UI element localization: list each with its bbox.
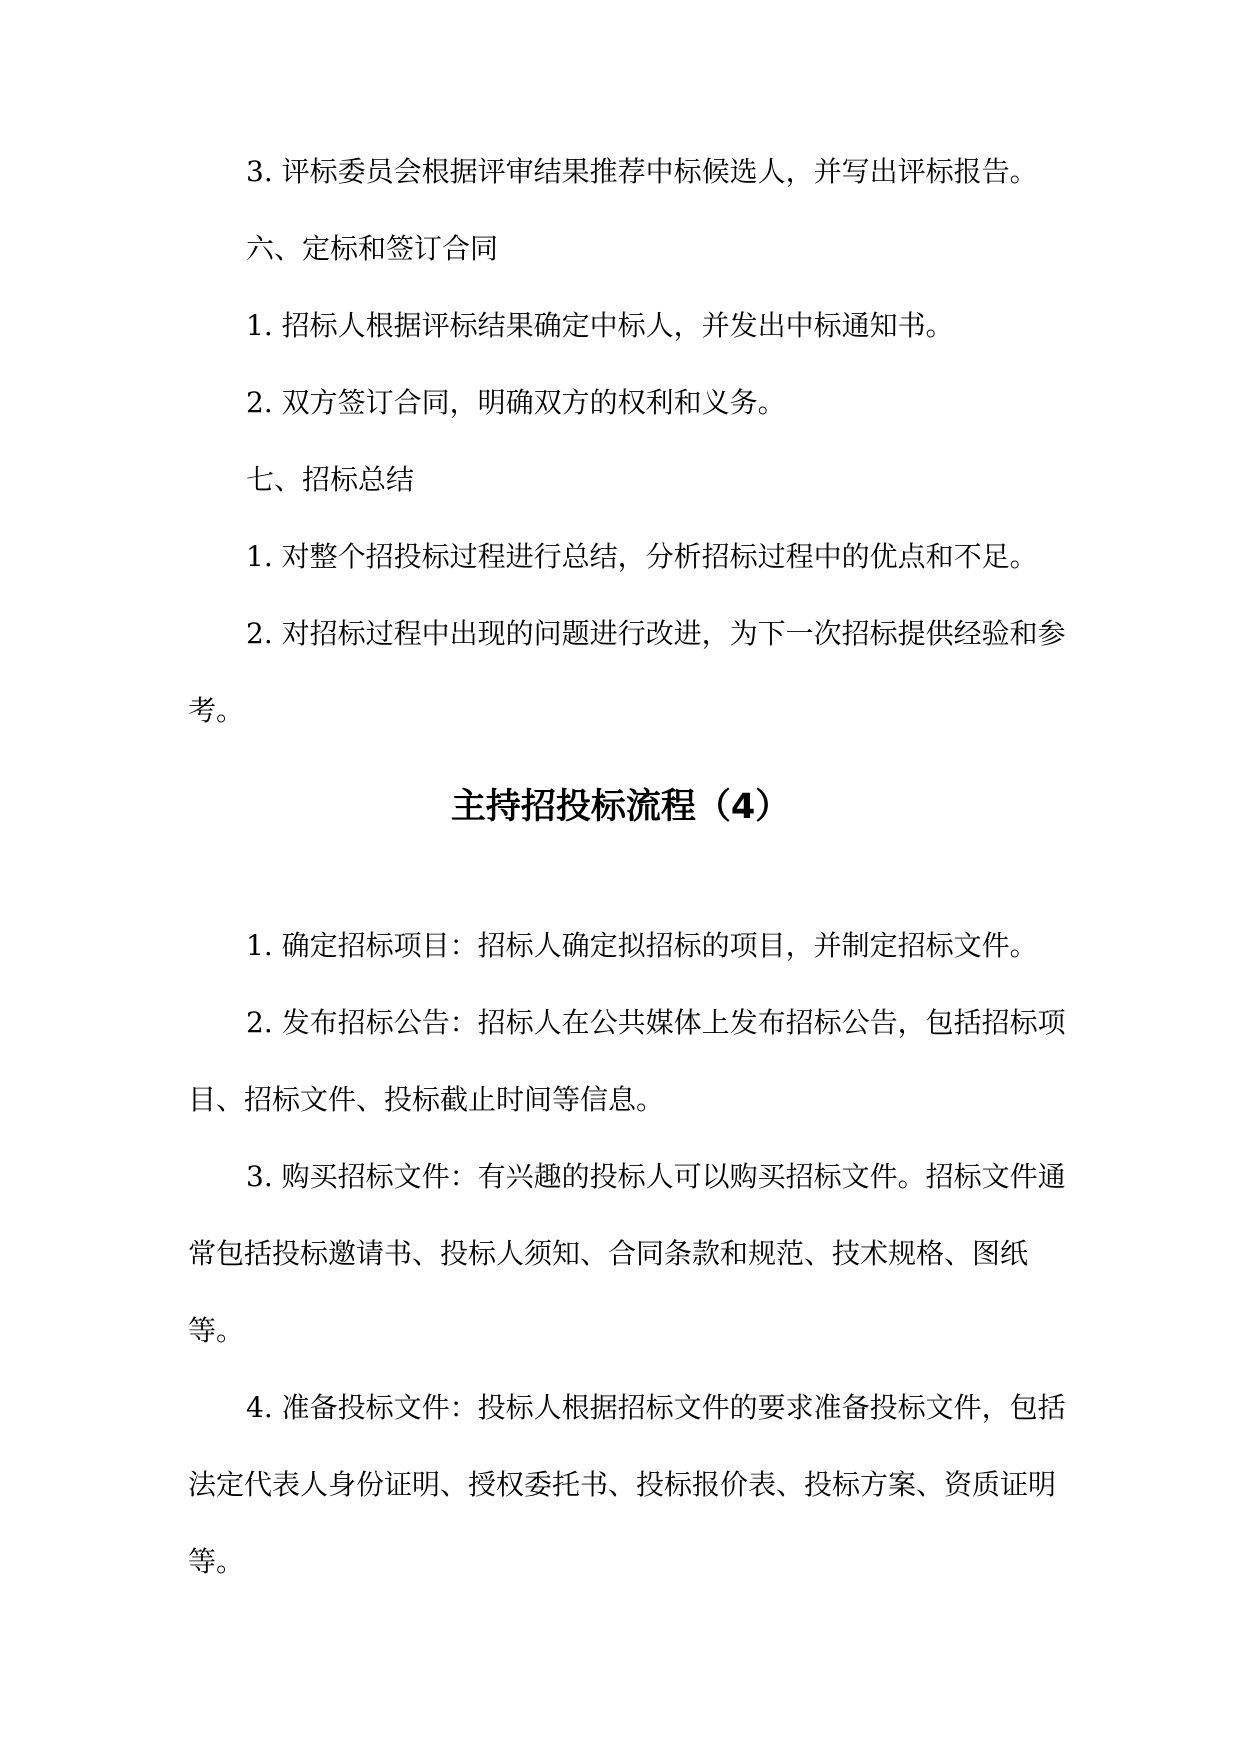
step-prepare-bid: 4. 准备投标文件：投标人根据招标文件的要求准备投标文件，包括法定代表人身份证明、授权委托书、投标报价表、投标方案、资质证明等。 <box>188 1391 1066 1578</box>
paragraph-determine-winner: 1. 招标人根据评标结果确定中标人，并发出中标通知书。 <box>246 309 954 342</box>
paragraph-sign-contract: 2. 双方签订合同，明确双方的权利和义务。 <box>246 386 786 419</box>
paragraph-improve-process: 2. 对招标过程中出现的问题进行改进，为下一次招标提供经验和参考。 <box>188 617 1066 727</box>
heading-award-and-contract: 六、定标和签订合同 <box>246 232 499 265</box>
step-determine-project: 1. 确定招标项目：招标人确定拟招标的项目，并制定招标文件。 <box>246 929 1038 962</box>
section-title: 主持招投标流程（4） <box>450 787 791 827</box>
heading-tender-summary: 七、招标总结 <box>246 463 415 496</box>
paragraph-evaluation-report: 3. 评标委员会根据评审结果推荐中标候选人，并写出评标报告。 <box>246 155 1038 188</box>
step-publish-notice: 2. 发布招标公告：招标人在公共媒体上发布招标公告，包括招标项目、招标文件、投标截止时间等信息。 <box>188 1006 1066 1116</box>
paragraph-summarize-process: 1. 对整个招投标过程进行总结，分析招标过程中的优点和不足。 <box>246 540 1038 573</box>
step-purchase-documents: 3. 购买招标文件：有兴趣的投标人可以购买招标文件。招标文件通常包括投标邀请书、投标人须知、合同条款和规范、技术规格、图纸等。 <box>188 1160 1066 1347</box>
